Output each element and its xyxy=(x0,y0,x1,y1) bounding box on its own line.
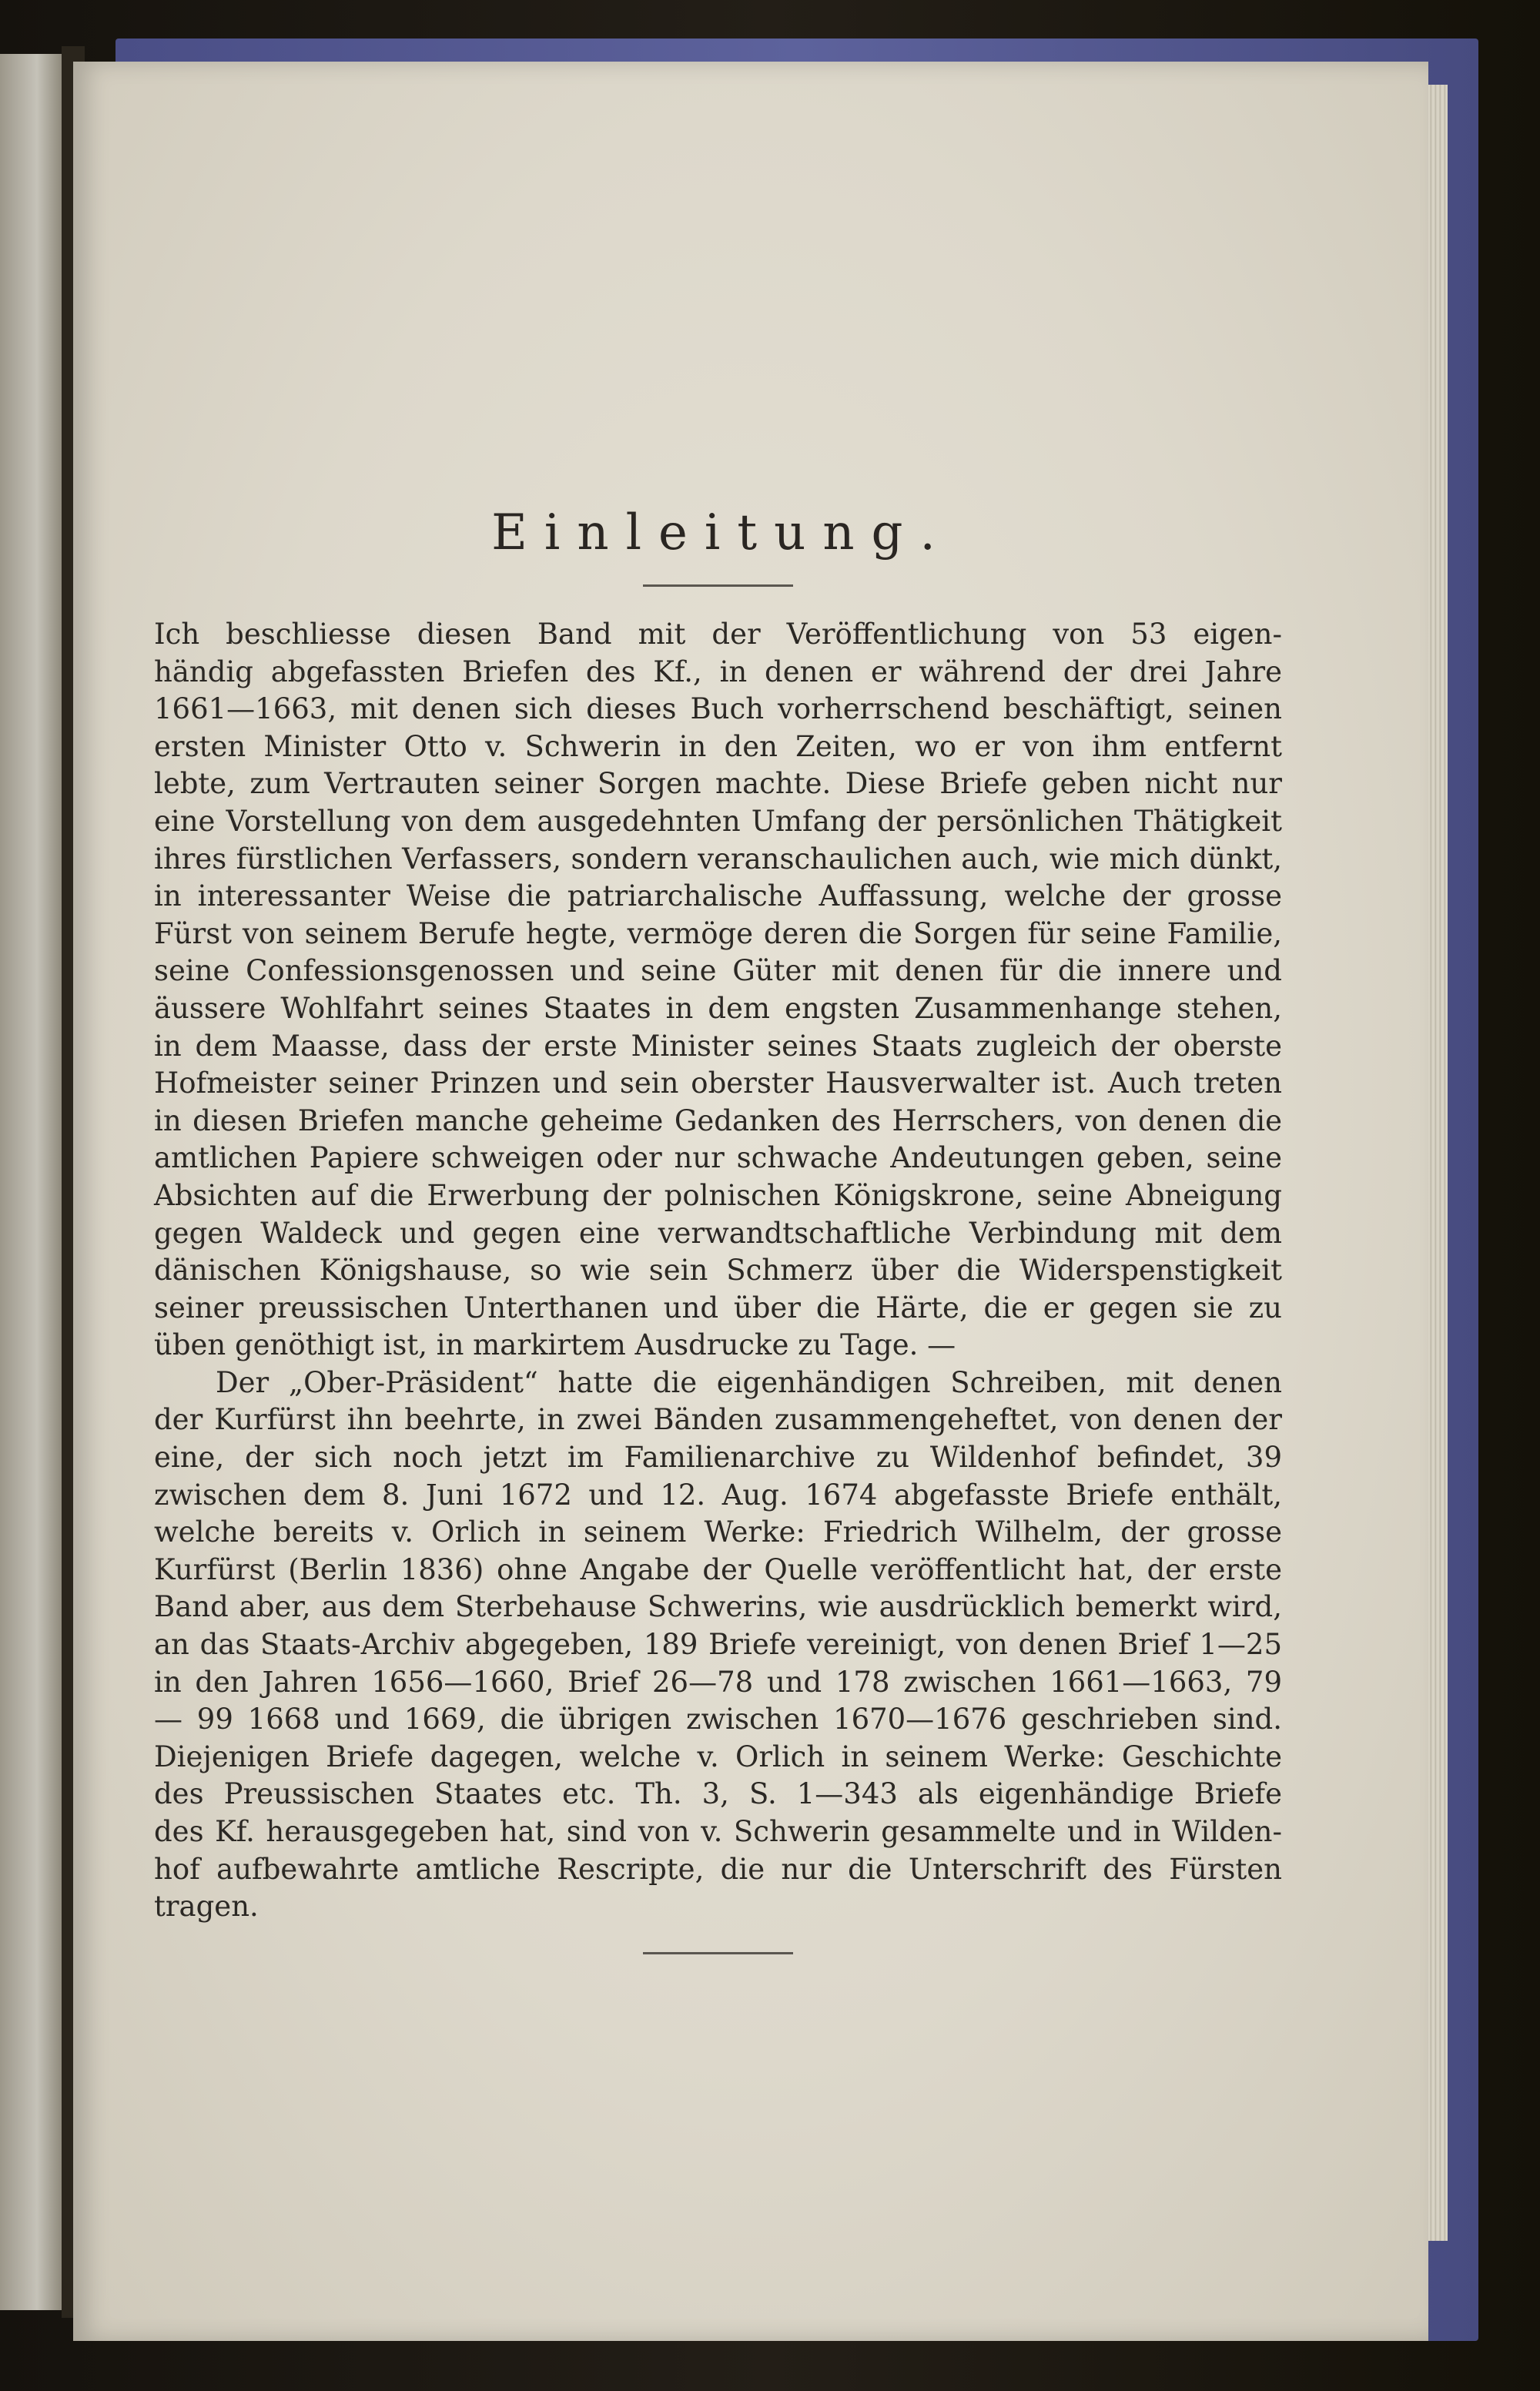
text-line: in den Jahren 1656—1660, Brief 26—78 und 178 zwischen 1661—1663, 79 xyxy=(154,1665,1282,1699)
closing-rule xyxy=(643,1952,793,1954)
text-line: lebte, zum Vertrauten seiner Sorgen machte. Diese Briefe geben nicht nur xyxy=(154,767,1282,801)
page-content xyxy=(154,504,1282,1954)
title-rule xyxy=(643,584,793,587)
text-line: an das Staats-Archiv abgegeben, 189 Briefe vereinigt, von denen Brief 1—25 xyxy=(154,1628,1282,1662)
text-line: hof aufbewahrte amtliche Rescripte, die nur die Unterschrift des Fürsten xyxy=(154,1852,1282,1886)
text-line: in dem Maasse, dass der erste Minister seines Staats zugleich der oberste xyxy=(154,1029,1282,1063)
text-line: Ich beschliesse diesen Band mit der Veröffentlichung von 53 eigen- xyxy=(154,618,1282,651)
text-line: seine Confessionsgenossen und seine Güter mit denen für die innere und xyxy=(154,954,1282,988)
text-line: tragen. xyxy=(154,1890,259,1924)
text-line: äussere Wohlfahrt seines Staates in dem engsten Zusammenhange stehen, xyxy=(154,991,1282,1025)
text-line: Diejenigen Briefe dagegen, welche v. Orlich in seinem Werke: Geschichte xyxy=(154,1740,1282,1773)
text-line: des Kf. herausgegeben hat, sind von v. Schwerin gesammelte und in Wilden- xyxy=(154,1815,1282,1848)
text-line: — 99 1668 und 1669, die übrigen zwischen 1670—1676 geschrieben sind. xyxy=(154,1703,1282,1736)
text-line: zwischen dem 8. Juni 1672 und 12. Aug. 1674 abgefasste Briefe enthält, xyxy=(154,1478,1282,1512)
text-line: üben genöthigt ist, in markirtem Ausdrucke zu Tage. — xyxy=(154,1328,956,1362)
paragraph-1 xyxy=(154,616,1282,1365)
text-line: Hofmeister seiner Prinzen und sein oberster Hausverwalter ist. Auch treten xyxy=(154,1067,1282,1100)
text-line: händig abgefassten Briefen des Kf., in denen er während der drei Jahre xyxy=(154,655,1282,688)
facing-page-edge xyxy=(0,54,62,2310)
text-line: gegen Waldeck und gegen eine verwandtschaftliche Verbindung mit dem xyxy=(154,1216,1282,1250)
text-line: Der „Ober-Präsident“ hatte die eigenhändigen Schreiben, mit denen xyxy=(216,1365,1282,1399)
chapter-title: Einleitung. xyxy=(491,504,952,561)
text-line: eine, der sich noch jetzt im Familienarchive zu Wildenhof befindet, 39 xyxy=(154,1441,1282,1475)
body-text xyxy=(154,616,1282,1926)
text-line: dänischen Königshause, so wie sein Schmerz über die Widerspenstigkeit xyxy=(154,1254,1282,1288)
text-line: der Kurfürst ihn beehrte, in zwei Bänden zusammengeheftet, von denen der xyxy=(154,1403,1282,1437)
text-line: des Preussischen Staates etc. Th. 3, S. 1—343 als eigenhändige Briefe xyxy=(154,1777,1282,1811)
text-line: seiner preussischen Unterthanen und über die Härte, die er gegen sie zu xyxy=(154,1291,1282,1324)
text-line: in interessanter Weise die patriarchalische Auffassung, welche der grosse xyxy=(154,879,1282,913)
text-line: ihres fürstlichen Verfassers, sondern veranschaulichen auch, wie mich dünkt, xyxy=(154,842,1282,876)
paragraph-2 xyxy=(154,1365,1282,1926)
text-line: ersten Minister Otto v. Schwerin in den Zeiten, wo er von ihm entfernt xyxy=(154,729,1282,763)
text-line: Band aber, aus dem Sterbehause Schwerins, wie ausdrücklich bemerkt wird, xyxy=(154,1590,1282,1624)
text-line: amtlichen Papiere schweigen oder nur schwache Andeutungen geben, seine xyxy=(154,1141,1282,1175)
text-line: Absichten auf die Erwerbung der polnischen Königskrone, seine Abneigung xyxy=(154,1178,1282,1212)
text-line: eine Vorstellung von dem ausgedehnten Umfang der persönlichen Thätigkeit xyxy=(154,804,1282,838)
book-page xyxy=(73,62,1428,2341)
text-line: Fürst von seinem Berufe hegte, vermöge deren die Sorgen für seine Familie, xyxy=(154,916,1282,950)
text-line: 1661—1663, mit denen sich dieses Buch vorherrschend beschäftigt, seinen xyxy=(154,692,1282,726)
text-line: welche bereits v. Orlich in seinem Werke: Friedrich Wilhelm, der grosse xyxy=(154,1515,1282,1549)
text-line: Kurfürst (Berlin 1836) ohne Angabe der Quelle veröffentlicht hat, der erste xyxy=(154,1552,1282,1586)
text-line: in diesen Briefen manche geheime Gedanken des Herrschers, von denen die xyxy=(154,1103,1282,1137)
